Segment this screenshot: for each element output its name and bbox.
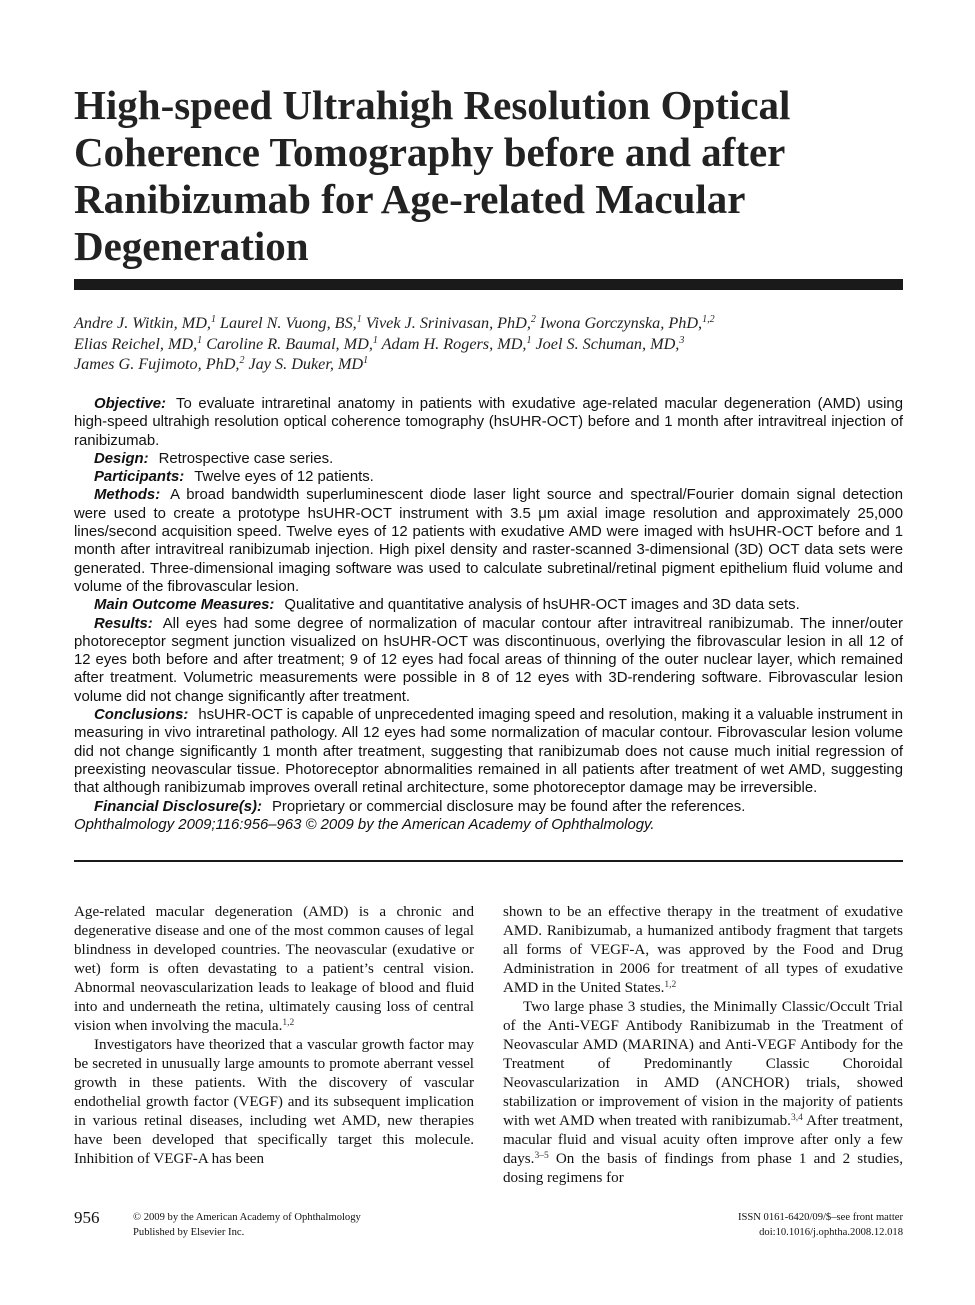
- abstract-results: [74, 615, 903, 706]
- author-list: [74, 313, 903, 375]
- article-title: High-speed Ultrahigh Resolution Optical Coherence Tomography before and after Ranibizumab for Age-related Macular Degeneration: [74, 82, 791, 269]
- section-text: Qualitative and quantitative analysis of hsUHR-OCT images and 3D data sets.: [284, 597, 800, 614]
- author-name: Jay S. Duker, MD: [248, 355, 364, 373]
- author-line-1: [74, 313, 903, 334]
- section-text: Proprietary or commercial disclosure may be found after the references.: [271, 798, 746, 815]
- author-name: Joel S. Schuman, MD,: [535, 334, 680, 353]
- paragraph-text: Two large phase 3 studies, the Minimally Classic/Occult Trial of the Anti-VEGF Antibody Ranibizumab in the Treatment of Neovascular AMD (MARINA) and Anti-VEGF Antibody for the Treatment of Predominantly Classic Choroidal Neovascularization in AMD (ANCHOR) trials, showed stabilization or improvement of vision in the majority of patients with wet AMD when treated with ranibizumab.: [503, 999, 903, 1129]
- author-name: Vivek J. Srinivasan, PhD,: [365, 314, 531, 332]
- affiliation-mark: 1: [356, 314, 362, 325]
- reference-mark[interactable]: 1,2: [282, 1018, 295, 1028]
- journal-citation: Ophthalmology 2009;116:956–963 © 2009 by the American Academy of Ophthalmology.: [74, 816, 655, 833]
- footer-copyright: [133, 1210, 361, 1240]
- publisher-text: Published by Elsevier Inc.: [133, 1227, 245, 1238]
- affiliation-mark: 2: [530, 314, 536, 325]
- abstract-design: [74, 450, 903, 468]
- paragraph-text: After treatment, macular fluid and visual acuity often improve after only a few days.: [503, 1113, 903, 1167]
- author-name: James G. Fujimoto, PhD,: [74, 355, 240, 373]
- affiliation-mark: 1: [526, 334, 532, 346]
- reference-mark[interactable]: 1,2: [664, 980, 677, 990]
- reference-mark[interactable]: 3–5: [534, 1151, 549, 1161]
- abstract-disclosure: [74, 798, 903, 816]
- section-label: Main Outcome Measures:: [94, 597, 275, 614]
- affiliation-mark: 1,2: [702, 314, 715, 325]
- author-name: Laurel N. Vuong, BS,: [220, 314, 357, 332]
- section-text: To evaluate intraretinal anatomy in patients with exudative age-related macular degeneration (AMD) using high-speed ultrahigh resolution optical coherence tomography (hsUHR-OCT) before and 1 month after intravitreal injection of ranibizumab.: [74, 396, 903, 449]
- body-paragraph: [74, 1036, 474, 1169]
- body-paragraph: [503, 998, 903, 1188]
- title-divider: [74, 279, 903, 290]
- author-name: Elias Reichel, MD,: [74, 334, 198, 353]
- affiliation-mark: 1: [372, 334, 378, 346]
- section-label: Results:: [94, 615, 153, 632]
- section-label: Conclusions:: [94, 707, 189, 724]
- issn-text: ISSN 0161-6420/09/$–see front matter: [737, 1212, 903, 1223]
- section-label: Objective:: [94, 396, 166, 412]
- author-name: Caroline R. Baumal, MD,: [206, 334, 373, 353]
- paragraph-text: Age-related macular degeneration (AMD) is a chronic and degenerative disease and one of the most common causes of legal blindness in developed countries. The neovascular (exudative or wet) form is often devastating to a patient’s central vision. Abnormal neovascularization leads to leakage of blood and fluid into and underneath the retina, ultimately causing loss of central vision when involving the macula.: [74, 904, 474, 1034]
- affiliation-mark: 1: [197, 334, 203, 346]
- affiliation-mark: 1: [363, 355, 369, 366]
- section-label: Participants:: [94, 469, 185, 486]
- abstract-objective: [74, 395, 903, 450]
- body-column-right: [503, 903, 903, 1188]
- section-text: Retrospective case series.: [158, 450, 334, 467]
- author-name: Adam H. Rogers, MD,: [381, 334, 527, 353]
- abstract: [74, 395, 903, 834]
- footer-identifiers: [738, 1210, 903, 1240]
- affiliation-mark: 2: [239, 355, 245, 366]
- author-line-3: [74, 354, 903, 375]
- body-paragraph: [74, 903, 474, 1036]
- paragraph-text: shown to be an effective therapy in the treatment of exudative AMD. Ranibizumab, a humanized antibody fragment that targets all forms of VEGF-A, was approved by the Food and Drug Administration in 2006 for treatment of all types of exudative AMD in the United States.: [503, 904, 903, 996]
- abstract-methods: [74, 486, 903, 596]
- section-text: Twelve eyes of 12 patients.: [194, 469, 374, 486]
- body-paragraph: [503, 903, 903, 998]
- author-name: Iwona Gorczynska, PhD,: [539, 314, 703, 332]
- body-column-left: [74, 903, 474, 1169]
- section-text: hsUHR-OCT is capable of unprecedented imaging speed and resolution, making it a valuable instrument in measuring in vivo intraretinal pathology. All 12 eyes had some normalization of macular contour. Fibrovascular lesion volume did not change significantly 1 month after treatment, suggesting that ranibizumab does not cause much initial regression of preexisting neovascular tissue. Photoreceptor abnormalities remained in all patients after treatment of wet AMD, suggesting that although ranibizumab improves overall retinal architecture, some photoreceptor damage may be irreversible.: [74, 707, 903, 797]
- abstract-divider: [74, 860, 903, 862]
- affiliation-mark: 1: [210, 314, 216, 325]
- author-line-2: [74, 334, 903, 355]
- copyright-text: © 2009 by the American Academy of Ophthalmology: [133, 1212, 361, 1223]
- paragraph-text: On the basis of findings from phase 1 and 2 studies, dosing regimens for: [503, 1151, 903, 1186]
- abstract-outcome-measures: [74, 596, 903, 614]
- abstract-participants: [74, 468, 903, 486]
- affiliation-mark: 3: [679, 334, 685, 346]
- section-label: Financial Disclosure(s):: [94, 798, 262, 815]
- doi-link[interactable]: doi:10.1016/j.ophtha.2008.12.018: [759, 1227, 903, 1238]
- section-text: A broad bandwidth superluminescent diode laser light source and spectral/Fourier domain signal detection were used to create a prototype hsUHR-OCT instrument with 3.5 μm axial image resolution and approximately 25,000 lines/second acquisition speed. Twelve eyes of 12 patients with exudative AMD were imaged with hsUHR-OCT before and 1 month after intravitreal ranibizumab injection. High pixel density and raster-scanned 3-dimensional (3D) OCT data sets were generated. Three-dimensional imaging software was used to calculate subretinal/retinal pigment epithelium fluid volume and volume of the fibrovascular lesion.: [74, 487, 903, 595]
- page-number: 956: [74, 1208, 100, 1227]
- section-label: Methods:: [94, 487, 161, 504]
- paragraph-text: Investigators have theorized that a vascular growth factor may be secreted in unusually large amounts to promote aberrant vessel growth in these patients. With the discovery of vascular endothelial growth factor (VEGF) and its subsequent implication in various retinal diseases, including wet AMD, new therapies have been developed that specifically target this molecule. Inhibition of VEGF-A has been: [74, 1037, 474, 1167]
- author-name: Andre J. Witkin, MD,: [74, 314, 211, 332]
- abstract-conclusions: [74, 706, 903, 797]
- section-label: Design:: [94, 450, 149, 467]
- reference-mark[interactable]: 3,4: [790, 1113, 803, 1123]
- section-text: All eyes had some degree of normalization of macular contour after intravitreal ranibizumab. The inner/outer photoreceptor segment junction visualized on hsUHR-OCT was discontinuous, overlying the fibrovascular lesion in all 12 of 12 eyes both before and after treatment; 9 of 12 eyes had focal areas of thinning of the outer nuclear layer, which remained after treatment. Volumetric measurements were possible in 8 of 12 eyes with 3D-rendering software. Fibrovascular lesion volume did not change significantly after treatment.: [74, 615, 903, 705]
